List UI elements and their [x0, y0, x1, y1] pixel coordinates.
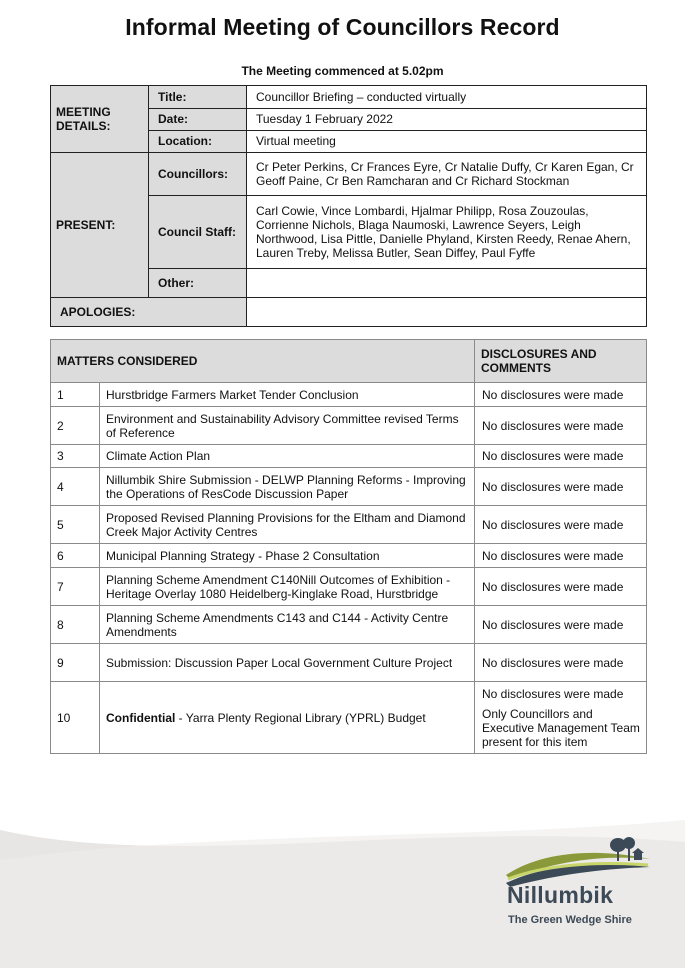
table-row — [51, 682, 647, 754]
table-row — [51, 445, 647, 468]
disclosure-comment — [475, 606, 647, 644]
other-value — [247, 269, 647, 298]
disclosure-note: Only Councillors and Executive Management Team present for this item — [482, 706, 640, 749]
document-title: Informal Meeting of Councillors Record — [125, 14, 560, 40]
matters-considered-header: MATTERS CONSIDERED — [51, 340, 475, 383]
item-title: Proposed Revised Planning Provisions for the Eltham and Diamond Creek Major Activity Centres — [100, 506, 475, 544]
item-number: 10 — [51, 682, 100, 754]
councillors-value: Cr Peter Perkins, Cr Frances Eyre, Cr Natalie Duffy, Cr Karen Egan, Cr Geoff Paine, Cr Ben Ramcharan and Cr Richard Stockman — [247, 153, 647, 196]
item-number: 1 — [51, 383, 100, 407]
disclosure-text: No disclosures were made — [482, 548, 624, 563]
item-title: Environment and Sustainability Advisory Committee revised Terms of Reference — [100, 407, 475, 445]
table-row — [51, 383, 647, 407]
disclosures-header: DISCLOSURES AND COMMENTS — [475, 340, 647, 383]
disclosure-comment — [475, 682, 647, 754]
item-title — [100, 682, 475, 754]
location-label: Location: — [149, 131, 247, 153]
apologies-value — [247, 298, 647, 327]
item-number: 2 — [51, 407, 100, 445]
council-staff-label: Council Staff: — [149, 196, 247, 269]
apologies-label: APOLOGIES: — [51, 298, 247, 327]
disclosure-text: No disclosures were made — [482, 479, 624, 494]
table-row — [51, 407, 647, 445]
disclosure-comment — [475, 544, 647, 568]
disclosure-text: No disclosures were made — [482, 655, 624, 670]
confidential-label: Confidential — [106, 710, 176, 725]
table-row — [51, 468, 647, 506]
disclosure-comment — [475, 445, 647, 468]
table-row — [51, 644, 647, 682]
disclosure-text: No disclosures were made — [482, 579, 624, 594]
logo-tagline: The Green Wedge Shire — [508, 914, 632, 926]
logo-name: Nillumbik — [507, 882, 614, 908]
item-title: Municipal Planning Strategy - Phase 2 Consultation — [100, 544, 475, 568]
matters-considered-table — [50, 339, 647, 754]
table-row — [51, 544, 647, 568]
item-number: 6 — [51, 544, 100, 568]
table-row — [51, 568, 647, 606]
councillors-label: Councillors: — [149, 153, 247, 196]
item-number: 9 — [51, 644, 100, 682]
item-title: Hurstbridge Farmers Market Tender Conclusion — [100, 383, 475, 407]
disclosure-comment — [475, 407, 647, 445]
disclosure-text: No disclosures were made — [482, 449, 624, 463]
title-value: Councillor Briefing – conducted virtually — [247, 86, 647, 109]
disclosure-comment — [475, 468, 647, 506]
title-label: Title: — [149, 86, 247, 109]
item-title: Submission: Discussion Paper Local Government Culture Project — [100, 644, 475, 682]
present-label: PRESENT: — [51, 153, 149, 298]
meeting-details-table — [50, 85, 647, 327]
item-title: Planning Scheme Amendments C143 and C144 - Activity Centre Amendments — [100, 606, 475, 644]
item-number: 5 — [51, 506, 100, 544]
disclosure-text: No disclosures were made — [482, 418, 624, 433]
item-title: Planning Scheme Amendment C140Nill Outcomes of Exhibition - Heritage Overlay 1080 Heidelberg-Kinglake Road, Hurstbridge — [100, 568, 475, 606]
disclosure-text: No disclosures were made — [482, 686, 624, 701]
item-number: 8 — [51, 606, 100, 644]
table-row — [51, 506, 647, 544]
item-title: Nillumbik Shire Submission - DELWP Planning Reforms - Improving the Operations of ResCode Discussion Paper — [100, 468, 475, 506]
disclosure-text: No disclosures were made — [482, 387, 624, 402]
table-row — [51, 606, 647, 644]
date-value: Tuesday 1 February 2022 — [247, 109, 647, 131]
item-number: 3 — [51, 445, 100, 468]
meeting-commenced-time: The Meeting commenced at 5.02pm — [241, 64, 444, 78]
disclosure-comment — [475, 568, 647, 606]
disclosure-text: No disclosures were made — [482, 517, 624, 532]
item-title-text: - Yarra Plenty Regional Library (YPRL) Budget — [175, 710, 426, 725]
disclosure-comment — [475, 383, 647, 407]
disclosure-comment — [475, 506, 647, 544]
item-number: 7 — [51, 568, 100, 606]
location-value: Virtual meeting — [247, 131, 647, 153]
council-staff-value: Carl Cowie, Vince Lombardi, Hjalmar Philipp, Rosa Zouzoulas, Corrienne Nichols, Blaga Naumoski, Lawrence Seyers, Leigh Northwood, Lisa Pittle, Danielle Phyland, Kirsten Reedy, Renae Ahern, Lauren Treby, Melissa Butler, Sean Diffey, Paul Fyffe — [247, 196, 647, 269]
meeting-details-label: MEETING DETAILS: — [51, 86, 149, 153]
other-label: Other: — [149, 269, 247, 298]
disclosure-text: No disclosures were made — [482, 617, 624, 632]
item-number: 4 — [51, 468, 100, 506]
disclosure-comment — [475, 644, 647, 682]
item-title: Climate Action Plan — [100, 445, 475, 468]
date-label: Date: — [149, 109, 247, 131]
